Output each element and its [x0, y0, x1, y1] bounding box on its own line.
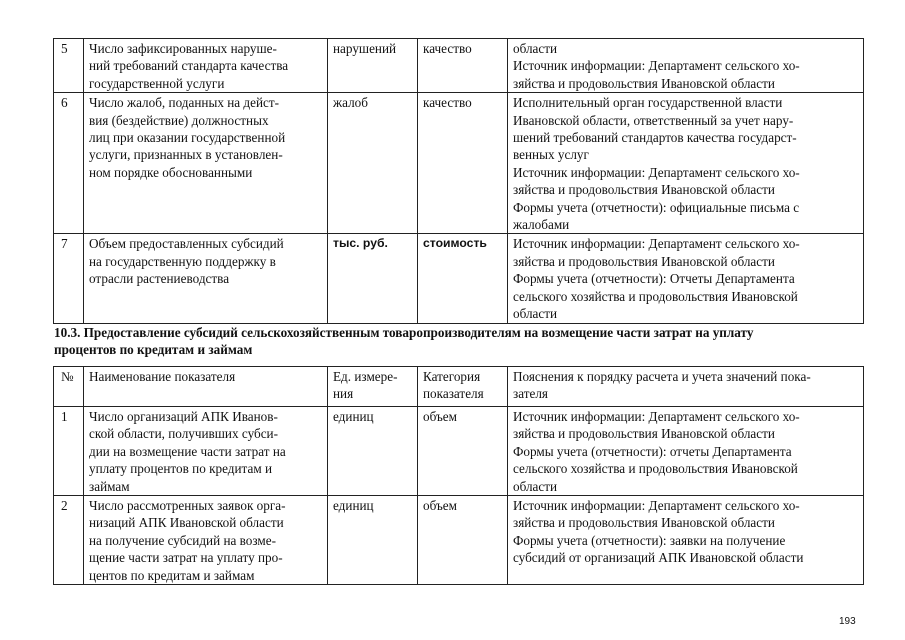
explanation: Источник информации: Департамент сельского хо- зяйства и продовольствия Ивановской области Формы учета (отчетности): Отчеты Департамента сельского хозяйства и продовольствия Ивановской области [508, 234, 864, 323]
header-indicator-name: Наименование показателя [84, 367, 328, 407]
category: качество [418, 39, 508, 93]
indicator-name: Число организаций АПК Иванов- ской области, получивших субси- дии на возмещение части затрат на уплату процентов по кредитам и займам [84, 407, 328, 496]
unit: единиц [328, 496, 418, 585]
header-unit: Ед. измере- ния [328, 367, 418, 407]
category: качество [418, 93, 508, 234]
section-heading: 10.3. Предоставление субсидий сельскохозяйственным товаропроизводителям на возмещение части затрат на уплату процентов по кредитам и займам [54, 325, 754, 358]
category: стоимость [418, 234, 508, 323]
explanation: Источник информации: Департамент сельского хо- зяйства и продовольствия Ивановской области Формы учета (отчетности): отчеты Департамента сельского хозяйства и продовольствия Ивановской области [508, 407, 864, 496]
explanation: Исполнительный орган государственной власти Ивановской области, ответственный за учет нару- шений требований стандартов качества государст- венных услуг Источник информации: Департамент сельского хо- зяйства и продовольствия Ивановской области Формы учета (отчетности): официальные письма с жалобами [508, 93, 864, 234]
category: объем [418, 407, 508, 496]
table-row [54, 39, 864, 93]
indicator-name: Число зафиксированных наруше- ний требований стандарта качества государственной услуги [84, 39, 328, 93]
row-number: 2 [54, 496, 84, 585]
row-number: 6 [54, 93, 84, 234]
table-row [54, 234, 864, 323]
unit: тыс. руб. [328, 234, 418, 323]
indicators-table-continued [53, 38, 864, 324]
table-row [54, 93, 864, 234]
header-category: Категория показателя [418, 367, 508, 407]
indicators-table-10-3 [53, 366, 864, 585]
category: объем [418, 496, 508, 585]
page-number: 193 [839, 616, 856, 627]
explanation: Источник информации: Департамент сельского хо- зяйства и продовольствия Ивановской области Формы учета (отчетности): заявки на получение субсидий от организаций АПК Ивановской области [508, 496, 864, 585]
indicator-name: Объем предоставленных субсидий на государственную поддержку в отрасли растениеводства [84, 234, 328, 323]
indicator-name: Число жалоб, поданных на дейст- вия (бездействие) должностных лиц при оказании государственной услуги, признанных в установлен- ном порядке обоснованными [84, 93, 328, 234]
unit: единиц [328, 407, 418, 496]
explanation: области Источник информации: Департамент сельского хо- зяйства и продовольствия Ивановской области [508, 39, 864, 93]
row-number: 1 [54, 407, 84, 496]
table-row [54, 407, 864, 496]
row-number: 5 [54, 39, 84, 93]
header-number: № [54, 367, 84, 407]
header-explanation: Пояснения к порядку расчета и учета значений пока- зателя [508, 367, 864, 407]
unit: жалоб [328, 93, 418, 234]
indicator-name: Число рассмотренных заявок орга- низаций АПК Ивановской области на получение субсидий на возме- щение части затрат на уплату про- центов по кредитам и займам [84, 496, 328, 585]
table-row [54, 496, 864, 585]
row-number: 7 [54, 234, 84, 323]
unit: нарушений [328, 39, 418, 93]
table-header-row [54, 367, 864, 407]
